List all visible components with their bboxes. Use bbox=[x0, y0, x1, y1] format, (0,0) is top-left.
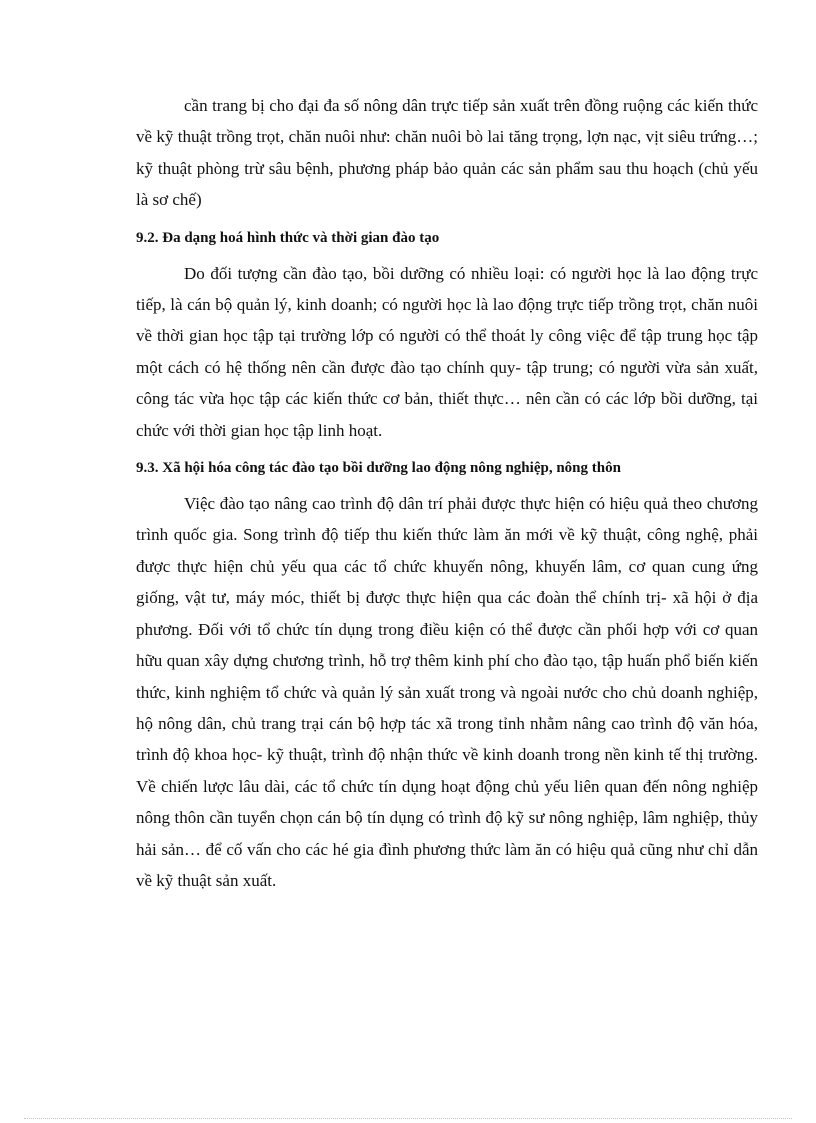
heading-9-2: 9.2. Đa dạng hoá hình thức và thời gian đào tạo bbox=[136, 229, 440, 246]
paragraph-3: Việc đào tạo nâng cao trình độ dân trí phải được thực hiện có hiệu quả theo chương trình quốc gia. Song trình độ tiếp thu kiến thức làm ăn mới về kỹ thuật, công nghệ, phải được thực hiện chủ yếu qua các tổ chức khuyến nông, khuyến lâm, cơ quan cung ứng giống, vật tư, máy móc, thiết bị được thực hiện qua các đoàn thể chính trị- xã hội ở địa phương. Đối với tổ chức tín dụng trong điều kiện có thể được cần phối hợp với cơ quan hữu quan xây dựng chương trình, hỗ trợ thêm kinh phí cho đào tạo, tập huấn phổ biến kiến thức, kinh nghiệm tổ chức và quản lý sản xuất trong và ngoài nước cho chủ doanh nghiệp, hộ nông dân, chủ trang trại cán bộ hợp tác xã trong tỉnh nhằm nâng cao trình độ văn hóa, trình độ khoa học- kỹ thuật, trình độ nhận thức về kinh doanh trong nền kinh tế thị trường. Về chiến lược lâu dài, các tổ chức tín dụng hoạt động chủ yếu liên quan đến nông nghiệp nông thôn cần tuyển chọn cán bộ tín dụng có trình độ kỹ sư nông nghiệp, lâm nghiệp, thủy hải sản… để cố vấn cho các hé gia đình phương thức làm ăn có hiệu quả cũng như chỉ dẫn về kỹ thuật sản xuất. bbox=[136, 494, 758, 890]
page-bottom-divider bbox=[24, 1118, 792, 1119]
paragraph-2: Do đối tượng cần đào tạo, bồi dưỡng có nhiều loại: có người học là lao động trực tiếp, là cán bộ quản lý, kinh doanh; có người học là lao động trực tiếp trồng trọt, chăn nuôi về thời gian học tập tại trường lớp có người có thể thoát ly công việc để tập trung học tập một cách có hệ thống nên cần được đào tạo chính quy- tập trung; có người vừa sản xuất, công tác vừa học tập các kiến thức cơ bản, thiết thực… nên cần có các lớp bồi dưỡng, tại chức với thời gian học tập linh hoạt. bbox=[136, 263, 758, 440]
document-page bbox=[136, 90, 758, 896]
heading-9-3: 9.3. Xã hội hóa công tác đào tạo bồi dưỡng lao động nông nghiệp, nông thôn bbox=[136, 460, 621, 477]
paragraph-1: cần trang bị cho đại đa số nông dân trực tiếp sản xuất trên đồng ruộng các kiến thức về kỹ thuật trồng trọt, chăn nuôi như: chăn nuôi bò lai tăng trọng, lợn nạc, vịt siêu trứng…; kỹ thuật phòng trừ sâu bệnh, phương pháp bảo quản các sản phẩm sau thu hoạch (chủ yếu là sơ chế) bbox=[136, 96, 758, 210]
